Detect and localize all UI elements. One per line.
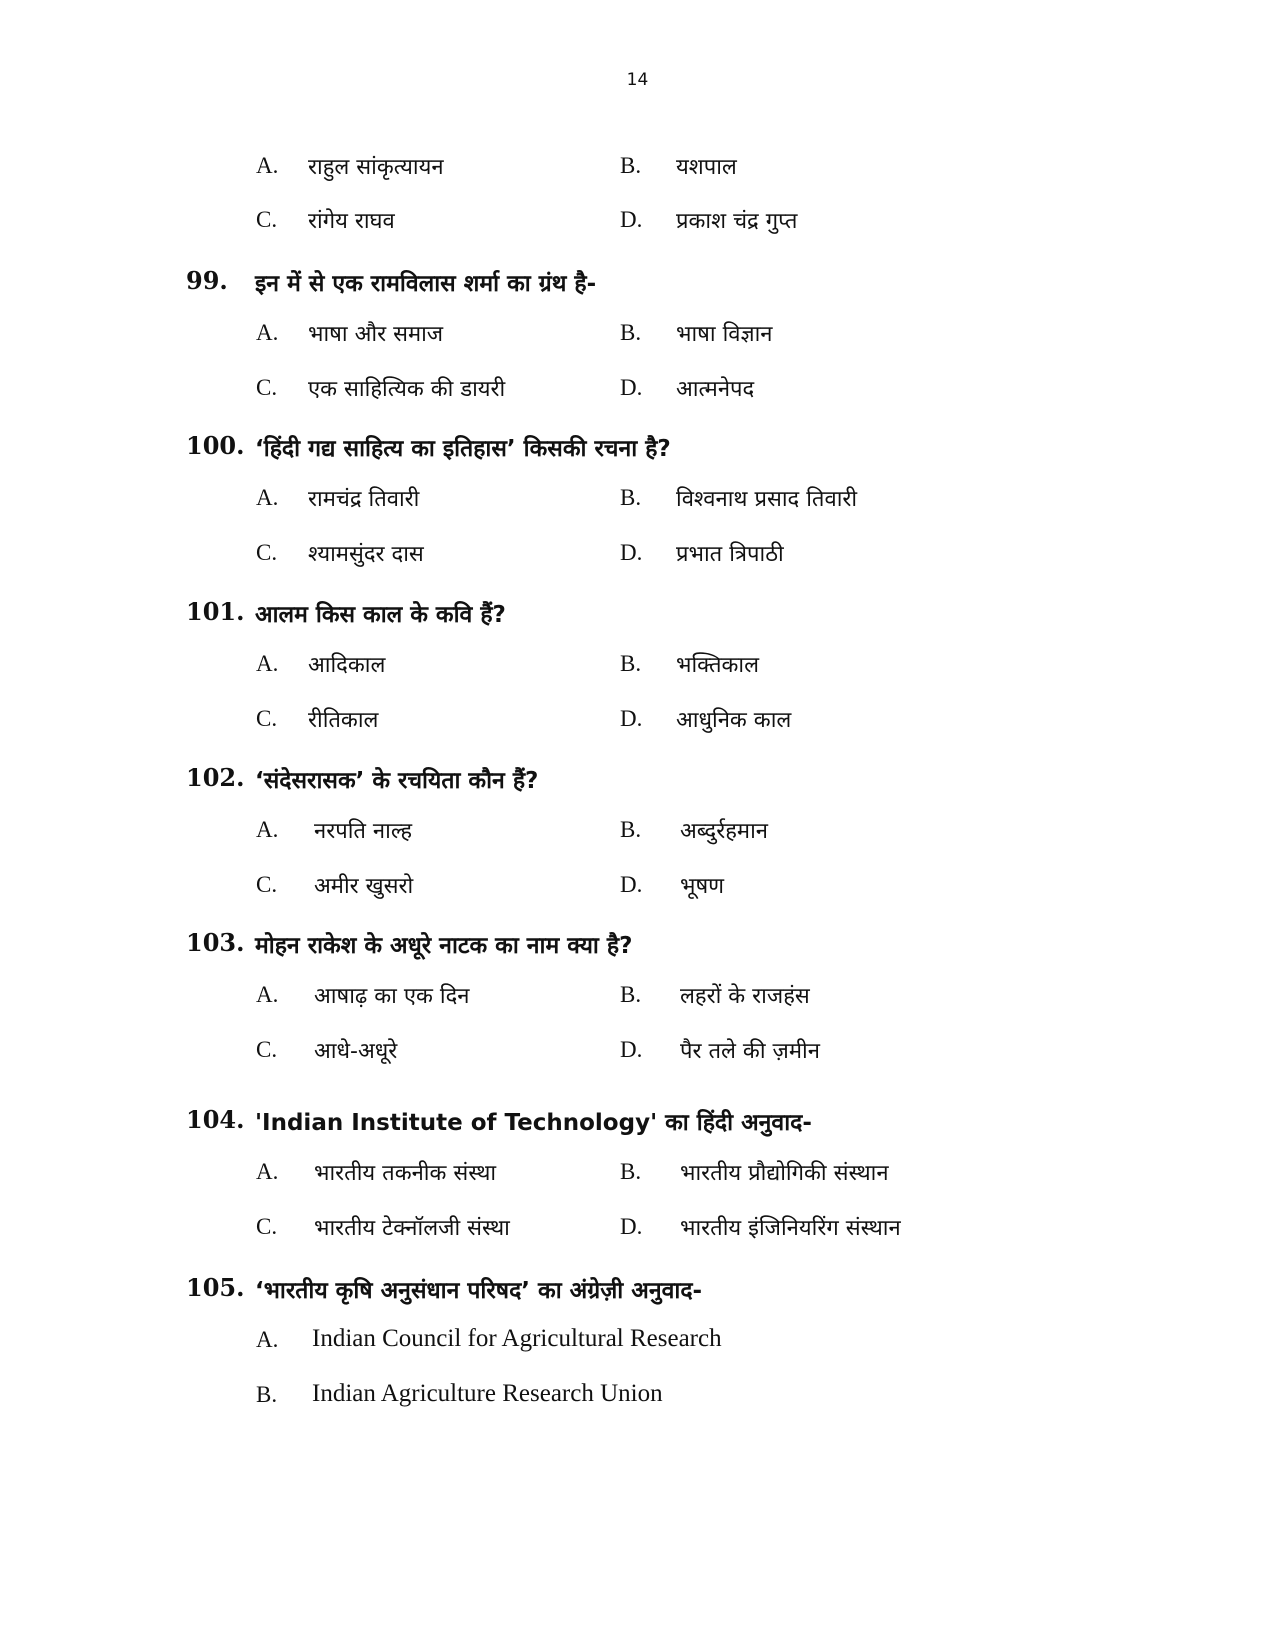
option-letter: A. [256,1159,279,1184]
option-letter: C. [256,375,278,400]
question-text: 'Indian Institute of Technology' का हिंदी अनुवाद- [255,1110,812,1136]
option-text: भाषा विज्ञान [676,322,773,347]
question-number: 104. [186,1105,245,1134]
option-text: श्यामसुंदर दास [308,542,424,567]
option-letter: B. [620,651,642,676]
option-text: आदिकाल [308,653,386,678]
option-text: भारतीय टेक्नॉलजी संस्था [314,1216,510,1241]
option-text: रीतिकाल [308,708,379,733]
option-letter: A. [256,485,279,510]
option-letter: B. [620,485,642,510]
option-text: प्रकाश चंद्र गुप्त [676,209,798,234]
option-text: यशपाल [676,155,737,180]
question-text: आलम किस काल के कवि हैं? [255,602,506,628]
option-letter: D. [620,375,643,400]
option-text: भारतीय प्रौद्योगिकी संस्थान [680,1161,889,1186]
option-text: रांगेय राघव [308,209,395,234]
option-letter: C. [256,872,278,897]
option-text: Indian Agriculture Research Union [312,1380,663,1407]
option-letter: C. [256,540,278,565]
option-letter: B. [620,320,642,345]
option-letter: D. [620,1214,643,1239]
option-text: पैर तले की ज़मीन [680,1039,820,1064]
option-letter: A. [256,320,279,345]
option-letter: B. [620,1159,642,1184]
option-text: भाषा और समाज [308,322,444,347]
option-text: राहुल सांकृत्यायन [308,155,444,180]
option-text: प्रभात त्रिपाठी [676,542,784,567]
option-text: एक साहित्यिक की डायरी [308,377,506,402]
question-text: ‘संदेसरासक’ के रचयिता कौन हैं? [255,768,539,794]
question-number: 102. [186,763,245,792]
option-text: Indian Council for Agricultural Research [312,1325,722,1352]
option-letter: B. [620,817,642,842]
question-text: ‘हिंदी गद्य साहित्य का इतिहास’ किसकी रचना है? [255,436,671,462]
option-letter: A. [256,153,279,178]
page-number: 14 [626,70,649,90]
option-text: विश्वनाथ प्रसाद तिवारी [676,487,858,512]
option-text: आधे-अधूरे [314,1039,398,1064]
option-letter: D. [620,1037,643,1062]
question-number: 100. [186,431,245,460]
option-text: अमीर खुसरो [314,874,414,899]
option-letter: C. [256,207,278,232]
option-letter: D. [620,872,643,897]
option-letter: A. [256,817,279,842]
option-text: नरपति नाल्ह [314,819,413,844]
question-text: इन में से एक रामविलास शर्मा का ग्रंथ है- [255,271,597,297]
option-text: रामचंद्र तिवारी [308,487,420,512]
question-number: 99. [186,266,228,295]
option-letter: D. [620,706,643,731]
option-letter: B. [256,1382,278,1407]
question-text: ‘भारतीय कृषि अनुसंधान परिषद’ का अंग्रेज़ी अनुवाद- [255,1278,703,1304]
option-text: भूषण [680,874,725,899]
option-letter: C. [256,706,278,731]
option-text: भारतीय तकनीक संस्था [314,1161,497,1186]
option-letter: A. [256,1327,279,1352]
option-text: आधुनिक काल [676,708,792,733]
option-letter: A. [256,651,279,676]
option-text: लहरों के राजहंस [680,984,810,1009]
option-letter: D. [620,540,643,565]
question-number: 103. [186,928,245,957]
question-number: 105. [186,1273,245,1302]
question-text: मोहन राकेश के अधूरे नाटक का नाम क्या है? [255,933,633,959]
option-text: आत्मनेपद [676,377,755,402]
question-number: 101. [186,597,245,626]
option-text: अब्दुर्रहमान [680,819,768,844]
option-text: भारतीय इंजिनियरिंग संस्थान [680,1216,901,1241]
option-letter: B. [620,153,642,178]
option-letter: D. [620,207,643,232]
option-text: भक्तिकाल [676,653,760,678]
option-letter: A. [256,982,279,1007]
option-text: आषाढ़ का एक दिन [314,984,470,1009]
option-letter: B. [620,982,642,1007]
option-letter: C. [256,1214,278,1239]
option-letter: C. [256,1037,278,1062]
